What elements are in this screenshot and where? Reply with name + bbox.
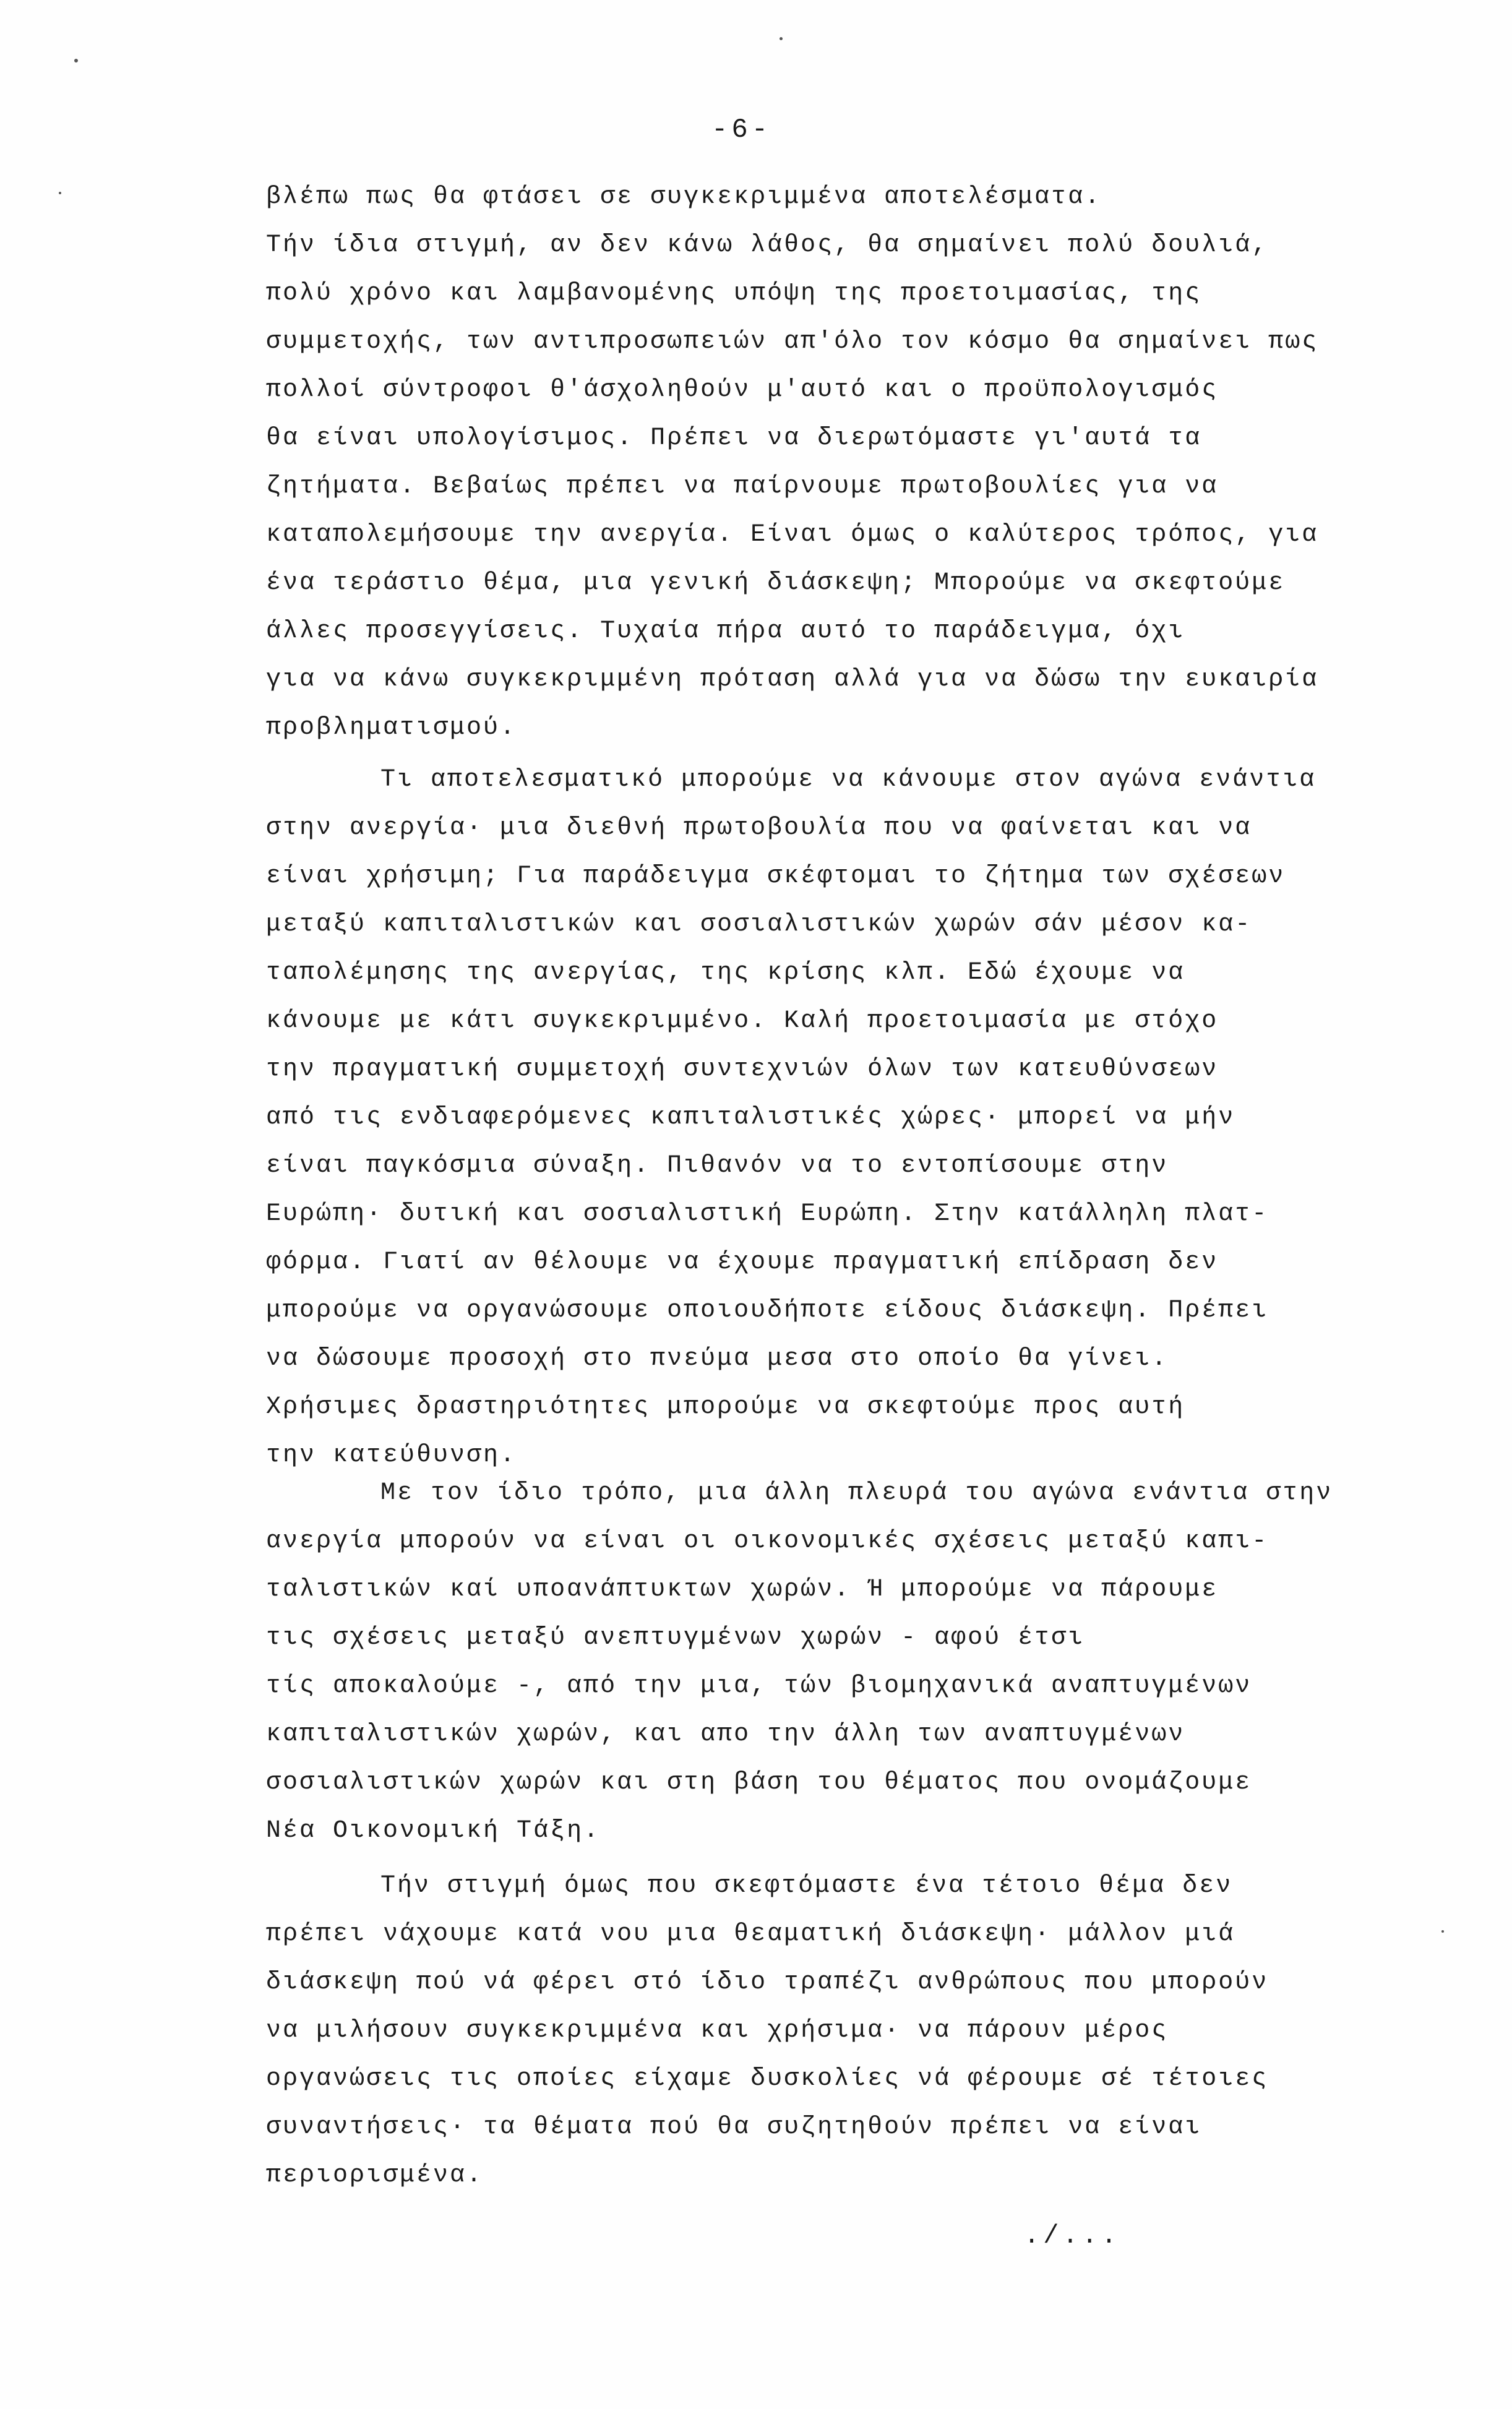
- scan-speck: [59, 192, 61, 194]
- text-line: είναι παγκόσμια σύναξη. Πιθανόν να το εντοπίσουμε στην: [266, 1152, 1169, 1180]
- text-line: ανεργία μπορούν να είναι οι οικονομικές σχέσεις μεταξύ καπι-: [266, 1527, 1269, 1555]
- text-line: από τις ενδιαφερόμενες καπιταλιστικές χώρες· μπορεί να μήν: [266, 1104, 1235, 1132]
- text-line: μεταξύ καπιταλιστικών και σοσιαλιστικών χωρών σάν μέσον κα-: [266, 911, 1252, 938]
- scan-speck: [1441, 1930, 1444, 1933]
- text-line: φόρμα. Γιατί αν θέλουμε να έχουμε πραγματική επίδραση δεν: [266, 1248, 1219, 1276]
- text-line: Ευρώπη· δυτική και σοσιαλιστική Ευρώπη. Στην κατάλληλη πλατ-: [266, 1200, 1269, 1228]
- text-line: στην ανεργία· μια διεθνή πρωτοβουλία που να φαίνεται και να: [266, 814, 1252, 842]
- paragraph-3: [266, 1469, 1441, 1855]
- text-line: να μιλήσουν συγκεκριμμένα και χρήσιμα· να πάρουν μέρος: [266, 2017, 1169, 2045]
- text-line: άλλες προσεγγίσεις. Τυχαία πήρα αυτό το παράδειγμα, όχι: [266, 617, 1185, 645]
- paragraph-2: [266, 756, 1441, 1480]
- text-line: Τήν στιγμή όμως που σκεφτόμαστε ένα τέτοιο θέμα δεν: [380, 1872, 1233, 1900]
- text-line: την κατεύθυνση.: [266, 1441, 517, 1469]
- text-line: συμμετοχής, των αντιπροσωπειών απ'όλο τον κόσμο θα σημαίνει πως: [266, 328, 1319, 356]
- text-line: Νέα Οικονομική Τάξη.: [266, 1817, 601, 1845]
- text-line: περιορισμένα.: [266, 2162, 484, 2189]
- text-line: ζητήματα. Βεβαίως πρέπει να παίρνουμε πρωτοβουλίες για να: [266, 473, 1219, 500]
- text-line: προβληματισμού.: [266, 714, 517, 742]
- text-line: καπιταλιστικών χωρών, και απο την άλλη των αναπτυγμένων: [266, 1720, 1185, 1748]
- text-line: κάνουμε με κάτι συγκεκριμμένο. Καλή προετοιμασία με στόχο: [266, 1007, 1219, 1035]
- text-line: μπορούμε να οργανώσουμε οποιουδήποτε είδους διάσκεψη. Πρέπει: [266, 1297, 1269, 1325]
- text-line: είναι χρήσιμη; Για παράδειγμα σκέφτομαι το ζήτημα των σχέσεων: [266, 862, 1286, 890]
- text-line: Χρήσιμες δραστηριότητες μπορούμε να σκεφτούμε προς αυτή: [266, 1393, 1185, 1421]
- text-line: θα είναι υπολογίσιμος. Πρέπει να διερωτόμαστε γι'αυτά τα: [266, 424, 1202, 452]
- text-line: την πραγματική συμμετοχή συντεχνιών όλων των κατευθύνσεων: [266, 1055, 1219, 1083]
- text-line: σοσιαλιστικών χωρών και στη βάση του θέματος που ονομάζουμε: [266, 1769, 1252, 1797]
- text-line: οργανώσεις τις οποίες είχαμε δυσκολίες νά φέρουμε σέ τέτοιες: [266, 2065, 1269, 2093]
- text-line: να δώσουμε προσοχή στο πνεύμα μεσα στο οποίο θα γίνει.: [266, 1345, 1169, 1373]
- text-line: καταπολεμήσουμε την ανεργία. Είναι όμως ο καλύτερος τρόπος, για: [266, 521, 1319, 549]
- continuation-mark: ./...: [1024, 2221, 1121, 2251]
- page-number: -6-: [711, 114, 772, 145]
- paragraph-4: [266, 1862, 1441, 2200]
- text-line: ένα τεράστιο θέμα, μια γενική διάσκεψη; Μπορούμε να σκεφτούμε: [266, 569, 1286, 597]
- text-line: πολύ χρόνο και λαμβανομένης υπόψη της προετοιμασίας, της: [266, 280, 1202, 307]
- text-line: τις σχέσεις μεταξύ ανεπτυγμένων χωρών - αφού έτσι: [266, 1624, 1085, 1652]
- text-line: Τήν ίδια στιγμή, αν δεν κάνω λάθος, θα σημαίνει πολύ δουλιά,: [266, 231, 1269, 259]
- text-line: συναντήσεις· τα θέματα πού θα συζητηθούν πρέπει να είναι: [266, 2113, 1202, 2141]
- paragraph-1: [266, 173, 1441, 752]
- text-line: για να κάνω συγκεκριμμένη πρόταση αλλά για να δώσω την ευκαιρία: [266, 666, 1319, 694]
- text-line: Με τον ίδιο τρόπο, μια άλλη πλευρά του αγώνα ενάντια στην: [380, 1479, 1333, 1507]
- text-line: πρέπει νάχουμε κατά νου μια θεαματική διάσκεψη· μάλλον μιά: [266, 1920, 1235, 1948]
- text-line: ταπολέμησης της ανεργίας, της κρίσης κλπ. Εδώ έχουμε να: [266, 959, 1185, 987]
- text-line: πολλοί σύντροφοι θ'άσχοληθούν μ'αυτό και ο προϋπολογισμός: [266, 376, 1219, 404]
- text-line: τίς αποκαλούμε -, από την μια, τών βιομηχανικά αναπτυγμένων: [266, 1672, 1252, 1700]
- scan-speck: [780, 37, 783, 40]
- text-line: Τι αποτελεσματικό μπορούμε να κάνουμε στον αγώνα ενάντια: [380, 766, 1317, 794]
- text-line: διάσκεψη πού νά φέρει στό ίδιο τραπέζι ανθρώπους που μπορούν: [266, 1969, 1269, 1996]
- scan-speck: [74, 59, 78, 62]
- text-line: ταλιστικών καί υποανάπτυκτων χωρών. Ή μπορούμε να πάρουμε: [266, 1576, 1219, 1604]
- text-line: βλέπω πως θα φτάσει σε συγκεκριμμένα αποτελέσματα.: [266, 183, 1102, 211]
